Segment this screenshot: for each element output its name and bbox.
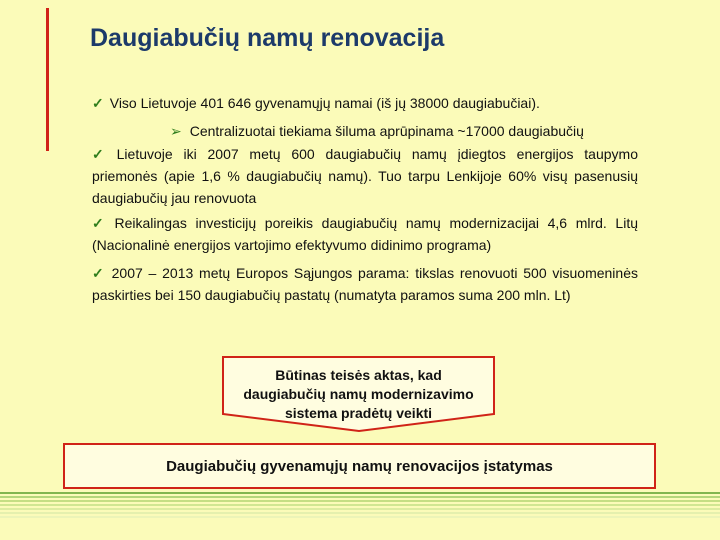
callout-arrow-box: [222, 356, 495, 432]
arrow-bullet-icon: ➢: [170, 123, 182, 139]
bullet-2-sub: ➢ Centralizuotai tiekiama šiluma aprūpinama ~17000 daugiabučių: [170, 123, 584, 139]
decorative-bottom-lines: [0, 490, 720, 540]
decorative-red-bar: [46, 8, 49, 151]
bullet-4: ✓ Reikalingas investicijų poreikis daugiabučių namų modernizacijai 4,6 mlrd. Litų (Nacionalinė energijos vartojimo efektyvumo didinimo programa): [92, 215, 639, 253]
bullet-1: ✓ Viso Lietuvoje 401 646 gyvenamųjų namai (iš jų 38000 daugiabučiai).: [92, 95, 540, 111]
law-title-box: Daugiabučių gyvenamųjų namų renovacijos įstatymas: [63, 443, 656, 489]
checkmark-icon: ✓: [92, 146, 111, 162]
slide-title: Daugiabučių namų renovacija: [90, 24, 445, 52]
checkmark-icon: ✓: [92, 215, 109, 231]
checkmark-icon: ✓: [92, 265, 106, 281]
callout-text: Būtinas teisės aktas, kad daugiabučių namų modernizavimo sistema pradėtų veikti: [243, 367, 474, 421]
bullet-5: ✓ 2007 – 2013 metų Europos Sąjungos parama: tikslas renovuoti 500 visuomeninės paskirties bei 150 daugiabučių pastatų (numatyta paramos suma 200 mln. Lt): [92, 265, 638, 303]
bullet-3: ✓ Lietuvoje iki 2007 metų 600 daugiabučių namų įdiegtos energijos taupymo priemonės (apie 1,6 % daugiabučių namų). Tuo tarpu Lenkijoje 60% visų pasenusių daugiabučių jau renovuota: [92, 146, 638, 206]
checkmark-icon: ✓: [92, 95, 104, 111]
